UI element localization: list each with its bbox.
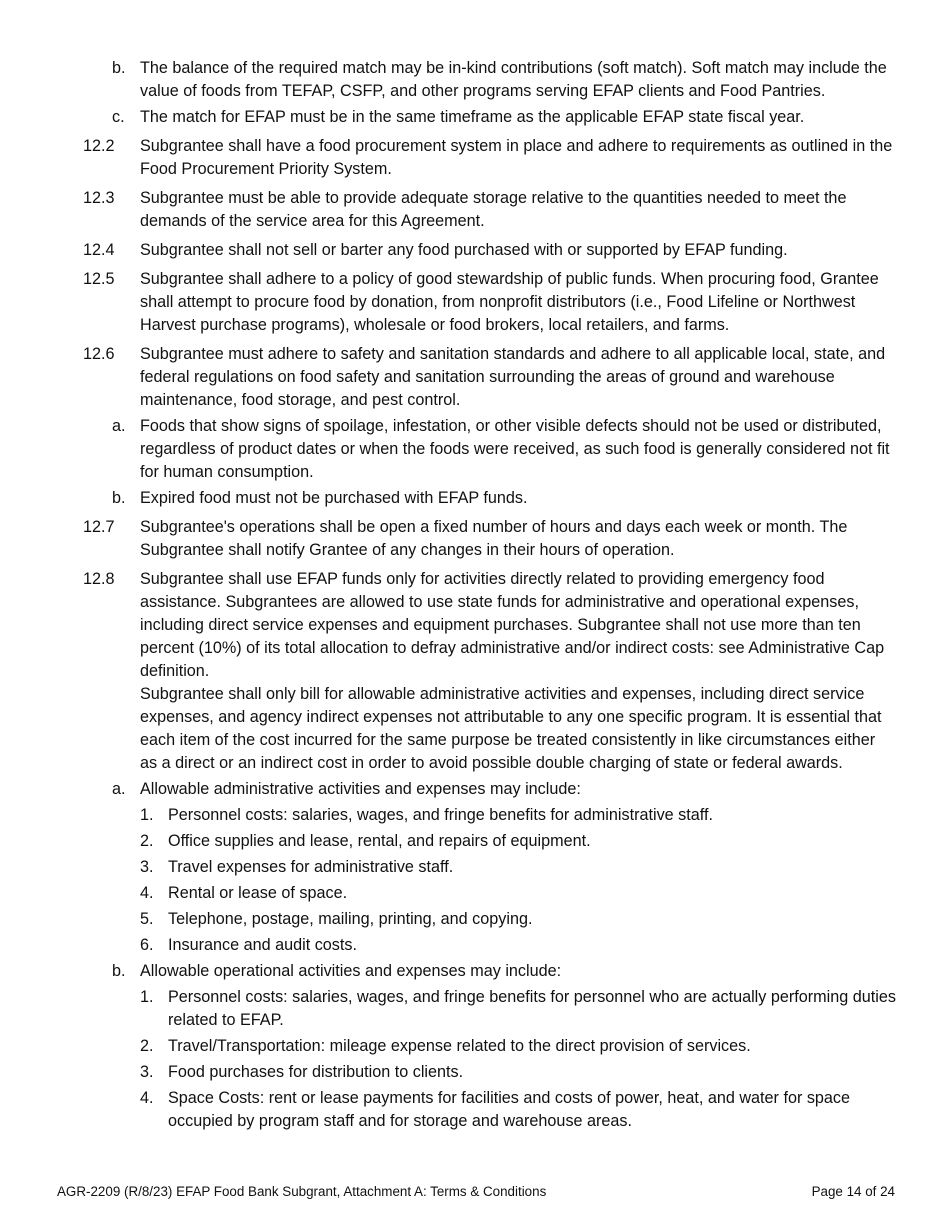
item-number: 4. (140, 1089, 154, 1107)
footer-document-id: AGR-2209 (R/8/23) EFAP Food Bank Subgrant, Attachment A: Terms & Conditions (57, 1184, 547, 1199)
list-item (140, 882, 896, 905)
section-text: Subgrantee shall use EFAP funds only for activities directly related to providing emergency food assistance. Subgrantees are allowed to use state funds for administrative and operational expenses, including direct service expenses and equipment purchases. Subgrantee shall not use more than ten percent (10%) of its total allocation to defray administrative and/or indirect costs: see Administrative Cap definition. (140, 570, 885, 680)
section-12-2 (83, 135, 896, 181)
section-paragraph: Subgrantee shall only bill for allowable administrative activities and expenses, including direct service expenses, and agency indirect expenses not attributable to any one specific program. It is essential that each item of the cost incurred for the same purpose be treated consistently in like circumstances either as a direct or an indirect cost in order to avoid possible double charging of state or federal awards. (140, 685, 882, 772)
item-text: Telephone, postage, mailing, printing, and copying. (168, 910, 533, 928)
item-label: b. (112, 59, 126, 77)
item-text: Personnel costs: salaries, wages, and fringe benefits for administrative staff. (168, 806, 713, 824)
section-12-3 (83, 187, 896, 233)
item-text: Expired food must not be purchased with EFAP funds. (140, 489, 528, 507)
list-item (140, 804, 896, 827)
section-number: 12.6 (83, 345, 115, 363)
item-label: a. (112, 417, 126, 435)
list-item (140, 934, 896, 957)
item-text: Personnel costs: salaries, wages, and fringe benefits for personnel who are actually performing duties related to EFAP. (168, 988, 896, 1029)
section-text: Subgrantee must be able to provide adequate storage relative to the quantities needed to meet the demands of the service area for this Agreement. (140, 189, 847, 230)
list-item (140, 1035, 896, 1058)
list-item (112, 106, 896, 129)
item-text: Food purchases for distribution to clients. (168, 1063, 464, 1081)
list-item (140, 856, 896, 879)
item-text: Allowable operational activities and expenses may include: (140, 962, 562, 980)
section-number: 12.2 (83, 137, 115, 155)
item-number: 1. (140, 988, 154, 1006)
section-number: 12.4 (83, 241, 115, 259)
item-text: Insurance and audit costs. (168, 936, 357, 954)
section-number: 12.7 (83, 518, 115, 536)
section-12-4 (83, 239, 896, 262)
list-item (112, 415, 896, 484)
section-12-7 (83, 516, 896, 562)
item-text: Office supplies and lease, rental, and repairs of equipment. (168, 832, 591, 850)
item-number: 6. (140, 936, 154, 954)
list-item (140, 986, 896, 1032)
section-12-6 (83, 343, 896, 412)
item-text: Travel expenses for administrative staff. (168, 858, 454, 876)
item-number: 2. (140, 1037, 154, 1055)
item-number: 5. (140, 910, 154, 928)
document-body (0, 57, 950, 1133)
item-text: Rental or lease of space. (168, 884, 348, 902)
item-label: c. (112, 108, 125, 126)
item-text: Foods that show signs of spoilage, infestation, or other visible defects should not be used or distributed, regardless of product dates or when the foods were received, as such food is generally considered not fit for human consumption. (140, 417, 890, 481)
section-text: Subgrantee's operations shall be open a fixed number of hours and days each week or month. The Subgrantee shall notify Grantee of any changes in their hours of operation. (140, 518, 848, 559)
item-text: Travel/Transportation: mileage expense related to the direct provision of services. (168, 1037, 751, 1055)
section-number: 12.5 (83, 270, 115, 288)
item-label: a. (112, 780, 126, 798)
item-number: 3. (140, 858, 154, 876)
admin-expense-list (0, 804, 950, 957)
item-label: b. (112, 962, 126, 980)
item-number: 2. (140, 832, 154, 850)
section-text: Subgrantee shall not sell or barter any food purchased with or supported by EFAP funding. (140, 241, 788, 259)
section-text: Subgrantee must adhere to safety and sanitation standards and adhere to all applicable local, state, and federal regulations on food safety and sanitation surrounding the areas of ground and warehouse maintenance, food storage, and pest control. (140, 345, 886, 409)
list-item (140, 908, 896, 931)
operational-expense-list (0, 986, 950, 1133)
item-number: 1. (140, 806, 154, 824)
list-item (112, 57, 896, 103)
list-item (112, 487, 896, 510)
list-item (112, 778, 896, 801)
item-number: 4. (140, 884, 154, 902)
page-number: Page 14 of 24 (811, 1184, 895, 1199)
list-item (112, 960, 896, 983)
item-label: b. (112, 489, 126, 507)
item-text: The match for EFAP must be in the same timeframe as the applicable EFAP state fiscal year. (140, 108, 805, 126)
section-number: 12.3 (83, 189, 115, 207)
section-number: 12.8 (83, 570, 115, 588)
section-12-8 (83, 568, 896, 775)
item-text: Space Costs: rent or lease payments for facilities and costs of power, heat, and water for space occupied by program staff and for storage and warehouse areas. (168, 1089, 851, 1130)
list-item (140, 1061, 896, 1084)
list-item (140, 1087, 896, 1133)
item-text: The balance of the required match may be in-kind contributions (soft match). Soft match may include the value of foods from TEFAP, CSFP, and other programs serving EFAP clients and Food Pantries. (140, 59, 887, 100)
list-item (140, 830, 896, 853)
item-text: Allowable administrative activities and expenses may include: (140, 780, 581, 798)
section-12-5 (83, 268, 896, 337)
section-text: Subgrantee shall have a food procurement system in place and adhere to requirements as outlined in the Food Procurement Priority System. (140, 137, 893, 178)
section-text: Subgrantee shall adhere to a policy of good stewardship of public funds. When procuring food, Grantee shall attempt to procure food by donation, from nonprofit distributors (i.e., Food Lifeline or Northwest Harvest purchase programs), wholesale or food brokers, local retailers, and farms. (140, 270, 879, 334)
item-number: 3. (140, 1063, 154, 1081)
